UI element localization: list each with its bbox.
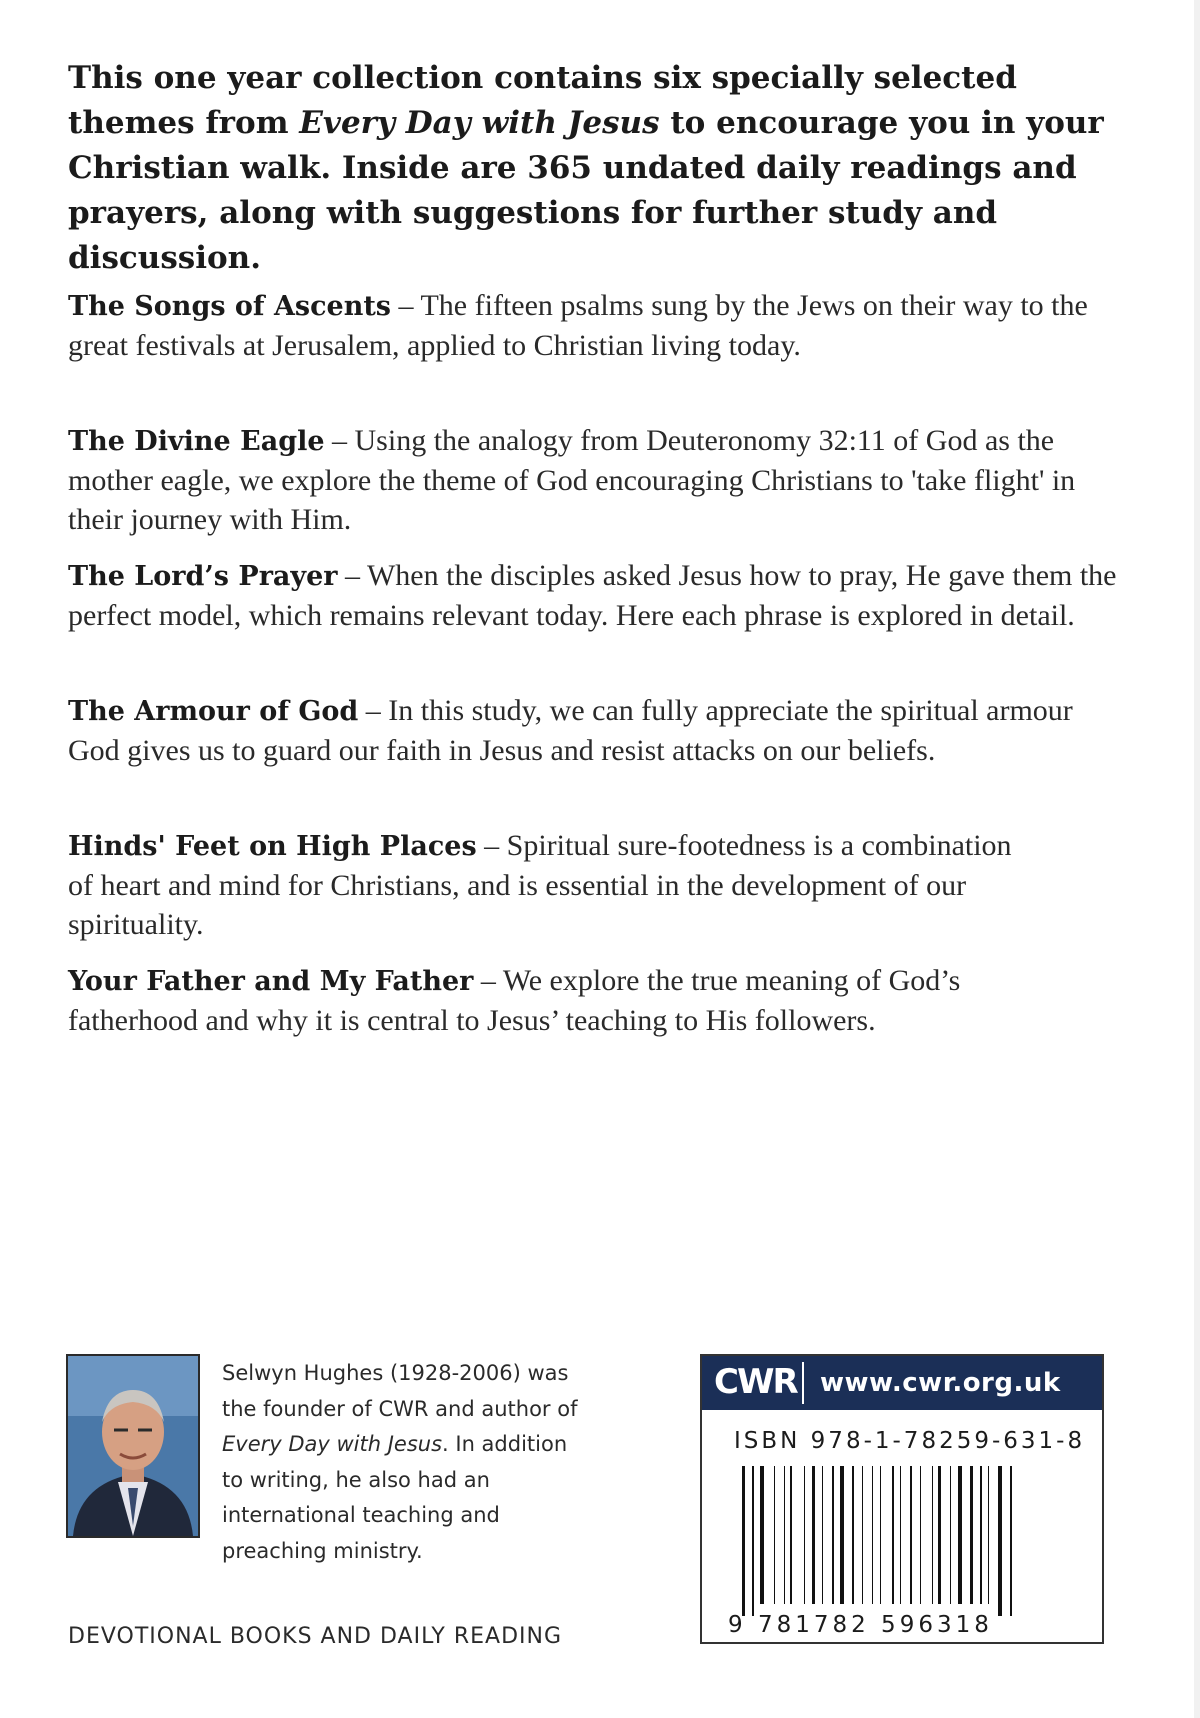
- theme-name: Your Father and My Father: [68, 966, 474, 997]
- barcode-bar: [790, 1466, 792, 1604]
- intro-book-title: Every Day with Jesus: [299, 105, 660, 141]
- intro-text-end: to encourage you in your Christian walk. Inside are 365 undated daily readings and prayers, along with suggestions for further study and discussion.: [68, 105, 1104, 276]
- publisher-url: www.cwr.org.uk: [820, 1368, 1061, 1398]
- theme-songs-of-ascents: [68, 286, 1128, 365]
- theme-your-father: [68, 961, 968, 1040]
- barcode-bar: [998, 1466, 1002, 1616]
- theme-lords-prayer: [68, 556, 1128, 635]
- barcode-image: [738, 1466, 1068, 1616]
- theme-description: – In this study, we can fully appreciate the spiritual armour God gives us to guard our faith in Jesus and resist attacks on our beliefs.: [68, 694, 1073, 767]
- barcode-bar: [760, 1466, 764, 1604]
- barcode-bar: [784, 1466, 785, 1604]
- barcode-bar: [872, 1466, 873, 1604]
- barcode-bar: [980, 1466, 982, 1604]
- barcode-bar: [958, 1466, 962, 1604]
- theme-divine-eagle: [68, 421, 1128, 539]
- cwr-logo: CWR: [714, 1362, 797, 1402]
- theme-description: – When the disciples asked Jesus how to pray, He gave them the perfect model, which remains relevant today. Here each phrase is explored in detail.: [68, 559, 1117, 632]
- theme-name: Hinds' Feet on High Places: [68, 831, 477, 862]
- barcode-bar: [892, 1466, 894, 1604]
- barcode-bar: [852, 1466, 854, 1604]
- theme-hinds-feet: [68, 826, 1018, 944]
- barcode-bar: [938, 1466, 941, 1604]
- author-photo: [66, 1354, 200, 1538]
- barcode-bar: [752, 1466, 754, 1616]
- author-bio-end: . In addition to writing, he also had an international teaching and preaching ministry.: [222, 1432, 568, 1563]
- isbn-number: ISBN 978-1-78259-631-8: [734, 1428, 1086, 1454]
- author-bio-start: Selwyn Hughes (1928-2006) was the founder of CWR and author of: [222, 1361, 578, 1421]
- page-edge: [1194, 0, 1200, 1718]
- barcode-bar: [774, 1466, 775, 1604]
- barcode-bar: [910, 1466, 912, 1604]
- publisher-divider: [802, 1362, 804, 1404]
- barcode-panel: [700, 1354, 1104, 1644]
- barcode-digits: 9 781782 596318: [728, 1612, 993, 1638]
- theme-description: – Spiritual sure-footedness is a combination of heart and mind for Christians, and is essential in the development of our spirituality.: [68, 829, 1012, 941]
- theme-name: The Armour of God: [68, 696, 359, 727]
- barcode-bar: [988, 1466, 989, 1604]
- theme-name: The Lord’s Prayer: [68, 561, 338, 592]
- barcode-bar: [742, 1466, 745, 1616]
- barcode-bar: [880, 1466, 881, 1604]
- barcode-bar: [970, 1466, 973, 1604]
- barcode-bar: [840, 1466, 844, 1604]
- barcode-bar: [822, 1466, 823, 1604]
- publisher-bar: [702, 1356, 1102, 1410]
- barcode-bar: [812, 1466, 815, 1604]
- theme-description: – We explore the true meaning of God’s fatherhood and why it is central to Jesus’ teaching to His followers.: [68, 964, 961, 1037]
- barcode-bar: [1010, 1466, 1012, 1616]
- author-portrait-image: [68, 1356, 198, 1536]
- barcode-bar: [862, 1466, 863, 1604]
- book-category: DEVOTIONAL BOOKS AND DAILY READING: [68, 1624, 563, 1649]
- theme-name: The Songs of Ascents: [68, 291, 392, 322]
- barcode-bar: [932, 1466, 933, 1604]
- theme-armour-of-god: [68, 691, 1128, 770]
- barcode-bar: [804, 1466, 805, 1604]
- author-bio: [222, 1356, 592, 1569]
- theme-name: The Divine Eagle: [68, 426, 325, 457]
- theme-description: – The fifteen psalms sung by the Jews on their way to the great festivals at Jerusalem, applied to Christian living today.: [68, 289, 1088, 362]
- intro-text-start: This one year collection contains six specially selected themes from: [68, 60, 1017, 141]
- barcode-bar: [900, 1466, 901, 1604]
- author-bio-book-title: Every Day with Jesus: [222, 1432, 443, 1456]
- theme-description: – Using the analogy from Deuteronomy 32:11 of God as the mother eagle, we explore the theme of God encouraging Christians to 'take flight' in their journey with Him.: [68, 424, 1076, 536]
- barcode-bar: [950, 1466, 951, 1604]
- barcode-bar: [920, 1466, 921, 1604]
- barcode-bar: [832, 1466, 834, 1604]
- intro-paragraph: [68, 56, 1108, 281]
